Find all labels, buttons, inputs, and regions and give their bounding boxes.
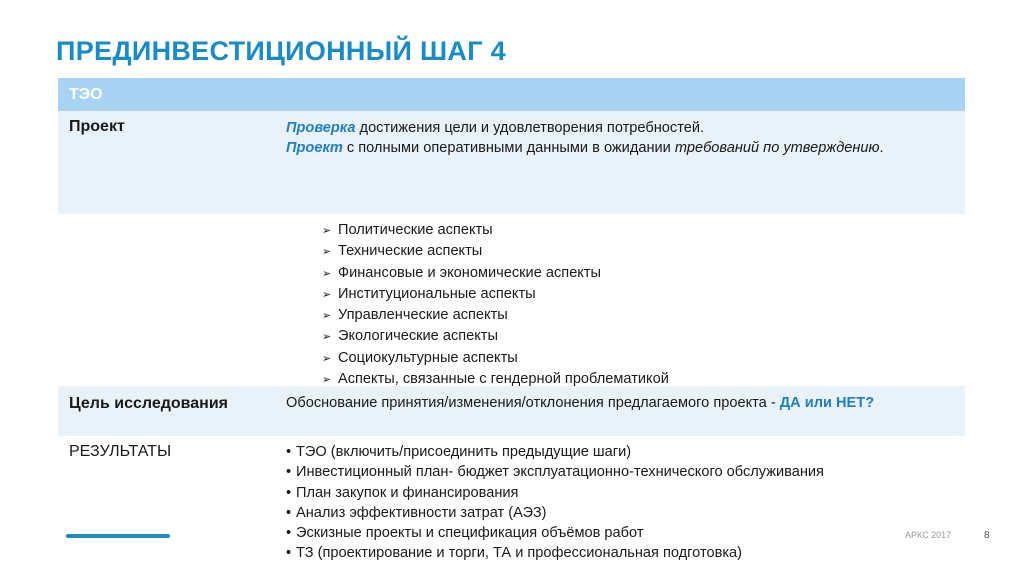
- table-row-results: [58, 436, 965, 572]
- row-content-project: [276, 111, 965, 214]
- aspect-item: [322, 220, 955, 241]
- bullet-dot-icon: •: [286, 545, 292, 562]
- aspect-item: [322, 348, 955, 369]
- project-line-2: [286, 138, 955, 158]
- result-label: ТЭО (включить/присоединить предыдущие шаги): [296, 444, 632, 460]
- row-label-aspects: [58, 214, 276, 386]
- aspect-label: Финансовые и экономические аспекты: [338, 264, 602, 281]
- goal-emph: ДА или НЕТ?: [779, 395, 875, 411]
- table-row-aspects: [58, 214, 965, 386]
- aspects-list: [286, 220, 955, 390]
- bullet-dot-icon: •: [286, 444, 292, 460]
- aspect-item: [322, 326, 955, 347]
- result-item: [286, 462, 955, 482]
- result-label: Инвестиционный план- бюджет эксплуатационно-технического обслуживания: [296, 464, 824, 481]
- arrow-bullet-icon: ➢: [322, 310, 332, 323]
- results-list: [286, 442, 955, 564]
- project-line-1-text: достижения цели и удовлетворения потребностей.: [355, 120, 705, 136]
- arrow-bullet-icon: ➢: [322, 374, 332, 387]
- arrow-bullet-icon: ➢: [322, 288, 332, 301]
- aspect-label: Управленческие аспекты: [338, 307, 508, 324]
- page-number: 8: [984, 530, 990, 541]
- result-label: План закупок и финансирования: [296, 484, 519, 501]
- project-line-2-end: .: [879, 140, 884, 157]
- result-item: [286, 503, 955, 523]
- result-item: [286, 442, 955, 462]
- row-label-project: Проект: [69, 118, 125, 135]
- aspect-item: [322, 263, 955, 284]
- project-line-2-italic: требований по утверждению: [674, 140, 880, 157]
- row-content-goal: [276, 386, 965, 436]
- bullet-dot-icon: •: [286, 484, 292, 501]
- result-label: Эскизные проекты и спецификация объёмов работ: [296, 525, 644, 542]
- table-header-label: ТЭО: [69, 85, 103, 103]
- bullet-dot-icon: •: [286, 504, 292, 521]
- result-item: [286, 523, 955, 543]
- arrow-bullet-icon: ➢: [322, 352, 332, 365]
- table-header-row: [58, 78, 965, 111]
- aspect-item: [322, 284, 955, 305]
- project-line-1-emph: Проверка: [286, 120, 356, 136]
- aspect-label: Экологические аспекты: [338, 328, 498, 345]
- row-content-aspects: [276, 214, 965, 386]
- row-content-results: [276, 436, 965, 572]
- arrow-bullet-icon: ➢: [322, 225, 332, 237]
- project-line-2-text: с полными оперативными данными в ожидании: [342, 140, 675, 157]
- arrow-bullet-icon: ➢: [322, 331, 332, 344]
- goal-text: Обоснование принятия/изменения/отклонения предлагаемого проекта -: [286, 395, 780, 411]
- row-label-goal: Цель исследования: [69, 395, 228, 412]
- aspect-item: [322, 305, 955, 326]
- aspect-item: [322, 241, 955, 262]
- aspect-label: Политические аспекты: [338, 222, 493, 238]
- info-table: [58, 78, 965, 572]
- footer-text: АРКС 2017: [905, 530, 952, 540]
- table-row-goal: [58, 386, 965, 436]
- project-line-2-emph: Проект: [286, 140, 343, 157]
- result-item: [286, 483, 955, 503]
- result-label: ТЗ (проектирование и торги, ТА и профессиональная подготовка): [296, 545, 743, 562]
- bullet-dot-icon: •: [286, 525, 292, 542]
- aspect-label: Институциональные аспекты: [338, 285, 536, 302]
- table-row-project: [58, 111, 965, 214]
- arrow-bullet-icon: ➢: [322, 267, 332, 280]
- project-line-1: [286, 118, 955, 138]
- bullet-dot-icon: •: [286, 464, 292, 481]
- aspect-label: Технические аспекты: [338, 243, 483, 260]
- row-label-results: РЕЗУЛЬТАТЫ: [69, 443, 172, 460]
- page-title: ПРЕДИНВЕСТИЦИОННЫЙ ШАГ 4: [56, 36, 506, 66]
- footer-accent-bar: [66, 534, 170, 538]
- aspect-label: Аспекты, связанные с гендерной проблематикой: [338, 371, 669, 388]
- aspect-label: Социокультурные аспекты: [338, 349, 518, 366]
- arrow-bullet-icon: ➢: [322, 246, 332, 259]
- result-item: [286, 543, 955, 563]
- result-label: Анализ эффективности затрат (АЭЗ): [296, 504, 547, 521]
